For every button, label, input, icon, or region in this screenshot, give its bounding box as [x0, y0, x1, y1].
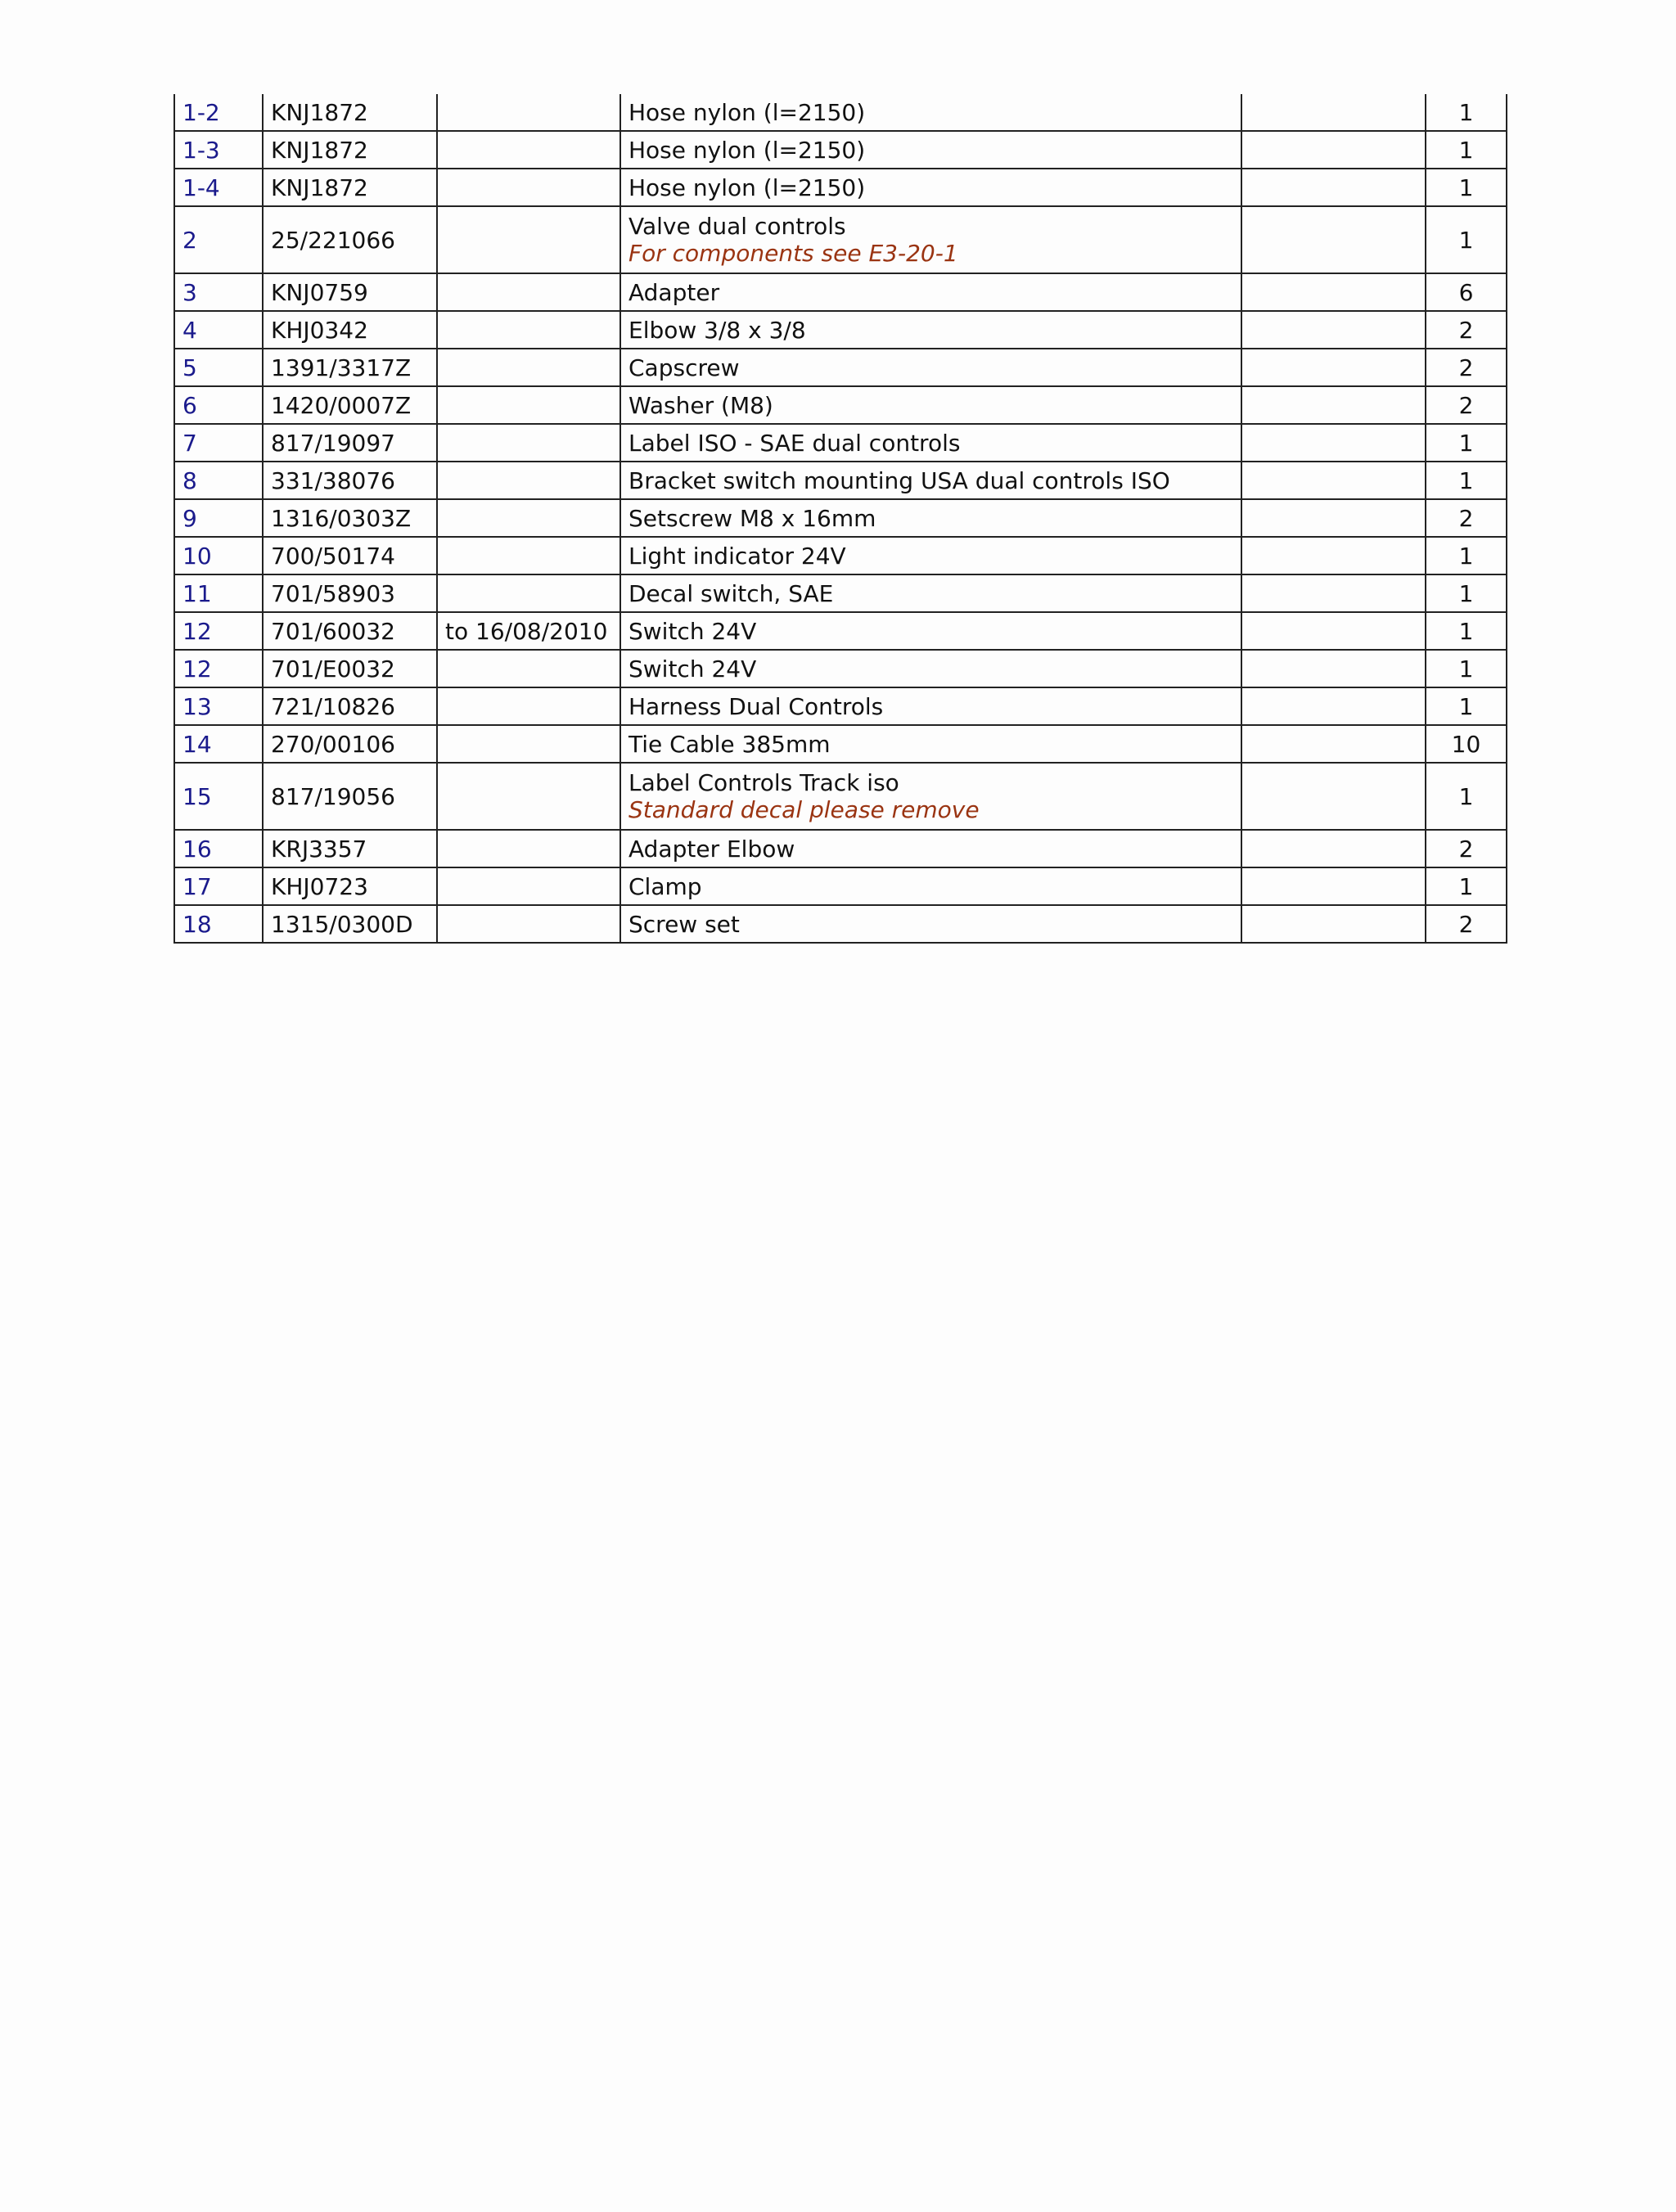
description-text: Adapter Elbow — [628, 835, 795, 863]
description-cell — [620, 574, 1241, 612]
quantity-cell: 1 — [1426, 650, 1507, 687]
remark-cell — [1241, 349, 1426, 386]
remark-cell — [1241, 687, 1426, 725]
description-note: Standard decal please remove — [628, 796, 980, 823]
remark-cell — [1241, 311, 1426, 349]
quantity-cell: 1 — [1426, 424, 1507, 462]
table-row — [174, 131, 1507, 169]
serial-range-cell — [437, 131, 620, 169]
serial-range-cell — [437, 574, 620, 612]
item-number-cell: 6 — [174, 386, 263, 424]
remark-cell — [1241, 499, 1426, 537]
part-number-cell: KNJ1872 — [263, 169, 437, 206]
remark-cell — [1241, 94, 1426, 131]
quantity-cell: 1 — [1426, 574, 1507, 612]
description-text: Switch 24V — [628, 655, 757, 683]
description-text: Switch 24V — [628, 617, 757, 645]
remark-cell — [1241, 905, 1426, 943]
item-number-cell: 1-4 — [174, 169, 263, 206]
part-number-cell: 701/58903 — [263, 574, 437, 612]
description-cell — [620, 273, 1241, 311]
description-cell — [620, 386, 1241, 424]
quantity-cell: 6 — [1426, 273, 1507, 311]
item-number-cell: 12 — [174, 650, 263, 687]
item-number-cell: 15 — [174, 763, 263, 830]
part-number-cell: 1315/0300D — [263, 905, 437, 943]
description-cell — [620, 349, 1241, 386]
part-number-cell: 701/60032 — [263, 612, 437, 650]
quantity-cell: 1 — [1426, 687, 1507, 725]
parts-list-body — [174, 94, 1507, 943]
description-cell — [620, 206, 1241, 273]
description-text: Adapter — [628, 278, 720, 306]
description-text: Hose nylon (l=2150) — [628, 136, 866, 164]
description-cell — [620, 169, 1241, 206]
item-number-cell: 1-2 — [174, 94, 263, 131]
table-row — [174, 424, 1507, 462]
item-number-cell: 16 — [174, 830, 263, 867]
quantity-cell: 2 — [1426, 905, 1507, 943]
quantity-cell: 1 — [1426, 763, 1507, 830]
quantity-cell: 2 — [1426, 499, 1507, 537]
description-cell — [620, 725, 1241, 763]
description-text: Washer (M8) — [628, 391, 773, 419]
description-text: Tie Cable 385mm — [628, 730, 831, 758]
description-cell — [620, 537, 1241, 574]
quantity-cell: 1 — [1426, 94, 1507, 131]
item-number-cell: 3 — [174, 273, 263, 311]
remark-cell — [1241, 763, 1426, 830]
quantity-cell: 1 — [1426, 867, 1507, 905]
item-number-cell: 12 — [174, 612, 263, 650]
table-row — [174, 349, 1507, 386]
description-cell — [620, 650, 1241, 687]
description-text: Elbow 3/8 x 3/8 — [628, 316, 806, 344]
remark-cell — [1241, 424, 1426, 462]
part-number-cell: KRJ3357 — [263, 830, 437, 867]
serial-range-cell — [437, 867, 620, 905]
serial-range-cell — [437, 687, 620, 725]
quantity-cell: 2 — [1426, 349, 1507, 386]
table-row — [174, 867, 1507, 905]
table-row — [174, 273, 1507, 311]
serial-range-cell — [437, 94, 620, 131]
part-number-cell: KHJ0723 — [263, 867, 437, 905]
serial-range-cell — [437, 206, 620, 273]
description-text: Label Controls Track iso — [628, 769, 899, 796]
quantity-cell: 2 — [1426, 830, 1507, 867]
table-row — [174, 905, 1507, 943]
part-number-cell: KNJ1872 — [263, 94, 437, 131]
table-row — [174, 537, 1507, 574]
serial-range-cell — [437, 386, 620, 424]
remark-cell — [1241, 612, 1426, 650]
description-cell — [620, 687, 1241, 725]
table-row — [174, 612, 1507, 650]
item-number-cell: 18 — [174, 905, 263, 943]
description-cell — [620, 830, 1241, 867]
description-text: Decal switch, SAE — [628, 579, 834, 607]
part-number-cell: 721/10826 — [263, 687, 437, 725]
item-number-cell: 8 — [174, 462, 263, 499]
description-cell — [620, 905, 1241, 943]
remark-cell — [1241, 537, 1426, 574]
description-cell — [620, 763, 1241, 830]
serial-range-cell — [437, 462, 620, 499]
quantity-cell: 10 — [1426, 725, 1507, 763]
item-number-cell: 4 — [174, 311, 263, 349]
item-number-cell: 5 — [174, 349, 263, 386]
part-number-cell: KHJ0342 — [263, 311, 437, 349]
remark-cell — [1241, 650, 1426, 687]
serial-range-cell — [437, 424, 620, 462]
description-text: Label ISO - SAE dual controls — [628, 429, 961, 457]
quantity-cell: 1 — [1426, 537, 1507, 574]
remark-cell — [1241, 462, 1426, 499]
remark-cell — [1241, 830, 1426, 867]
description-cell — [620, 462, 1241, 499]
description-text: Capscrew — [628, 354, 740, 381]
part-number-cell: 1391/3317Z — [263, 349, 437, 386]
item-number-cell: 7 — [174, 424, 263, 462]
part-number-cell: 700/50174 — [263, 537, 437, 574]
serial-range-cell — [437, 499, 620, 537]
table-row — [174, 725, 1507, 763]
table-row — [174, 650, 1507, 687]
serial-range-cell — [437, 725, 620, 763]
table-row — [174, 462, 1507, 499]
serial-range-cell — [437, 273, 620, 311]
item-number-cell: 11 — [174, 574, 263, 612]
quantity-cell: 1 — [1426, 169, 1507, 206]
part-number-cell: 817/19056 — [263, 763, 437, 830]
description-cell — [620, 499, 1241, 537]
serial-range-cell — [437, 830, 620, 867]
remark-cell — [1241, 725, 1426, 763]
part-number-cell: KNJ1872 — [263, 131, 437, 169]
item-number-cell: 17 — [174, 867, 263, 905]
item-number-cell: 14 — [174, 725, 263, 763]
remark-cell — [1241, 273, 1426, 311]
serial-range-cell — [437, 905, 620, 943]
remark-cell — [1241, 574, 1426, 612]
quantity-cell: 1 — [1426, 206, 1507, 273]
table-row — [174, 687, 1507, 725]
serial-range-cell — [437, 311, 620, 349]
serial-range-cell — [437, 650, 620, 687]
serial-range-cell — [437, 349, 620, 386]
quantity-cell: 2 — [1426, 386, 1507, 424]
table-row — [174, 94, 1507, 131]
quantity-cell: 1 — [1426, 462, 1507, 499]
item-number-cell: 9 — [174, 499, 263, 537]
table-row — [174, 499, 1507, 537]
description-cell — [620, 424, 1241, 462]
table-row — [174, 311, 1507, 349]
item-number-cell: 1-3 — [174, 131, 263, 169]
description-cell — [620, 867, 1241, 905]
description-text: Screw set — [628, 910, 740, 938]
description-text: Hose nylon (l=2150) — [628, 173, 866, 201]
serial-range-cell: to 16/08/2010 — [437, 612, 620, 650]
remark-cell — [1241, 169, 1426, 206]
remark-cell — [1241, 206, 1426, 273]
description-text: Valve dual controls — [628, 213, 846, 240]
part-number-cell: 1420/0007Z — [263, 386, 437, 424]
item-number-cell: 2 — [174, 206, 263, 273]
part-number-cell: 817/19097 — [263, 424, 437, 462]
description-text: Clamp — [628, 872, 702, 900]
part-number-cell: 701/E0032 — [263, 650, 437, 687]
table-row — [174, 386, 1507, 424]
parts-list-table — [173, 94, 1507, 944]
table-row — [174, 574, 1507, 612]
description-text: Hose nylon (l=2150) — [628, 98, 866, 126]
remark-cell — [1241, 867, 1426, 905]
part-number-cell: 25/221066 — [263, 206, 437, 273]
table-row — [174, 763, 1507, 830]
description-cell — [620, 612, 1241, 650]
description-cell — [620, 131, 1241, 169]
serial-range-cell — [437, 537, 620, 574]
part-number-cell: 331/38076 — [263, 462, 437, 499]
item-number-cell: 10 — [174, 537, 263, 574]
quantity-cell: 1 — [1426, 612, 1507, 650]
item-number-cell: 13 — [174, 687, 263, 725]
serial-range-cell — [437, 169, 620, 206]
remark-cell — [1241, 386, 1426, 424]
description-text: Light indicator 24V — [628, 542, 846, 570]
quantity-cell: 2 — [1426, 311, 1507, 349]
description-text: Setscrew M8 x 16mm — [628, 504, 876, 532]
serial-range-cell — [437, 763, 620, 830]
part-number-cell: KNJ0759 — [263, 273, 437, 311]
part-number-cell: 1316/0303Z — [263, 499, 437, 537]
description-note: For components see E3-20-1 — [628, 240, 958, 267]
description-cell — [620, 311, 1241, 349]
remark-cell — [1241, 131, 1426, 169]
description-text: Harness Dual Controls — [628, 692, 884, 720]
quantity-cell: 1 — [1426, 131, 1507, 169]
part-number-cell: 270/00106 — [263, 725, 437, 763]
table-row — [174, 169, 1507, 206]
description-text: Bracket switch mounting USA dual controls ISO — [628, 466, 1170, 494]
description-cell — [620, 94, 1241, 131]
table-row — [174, 830, 1507, 867]
table-row — [174, 206, 1507, 273]
